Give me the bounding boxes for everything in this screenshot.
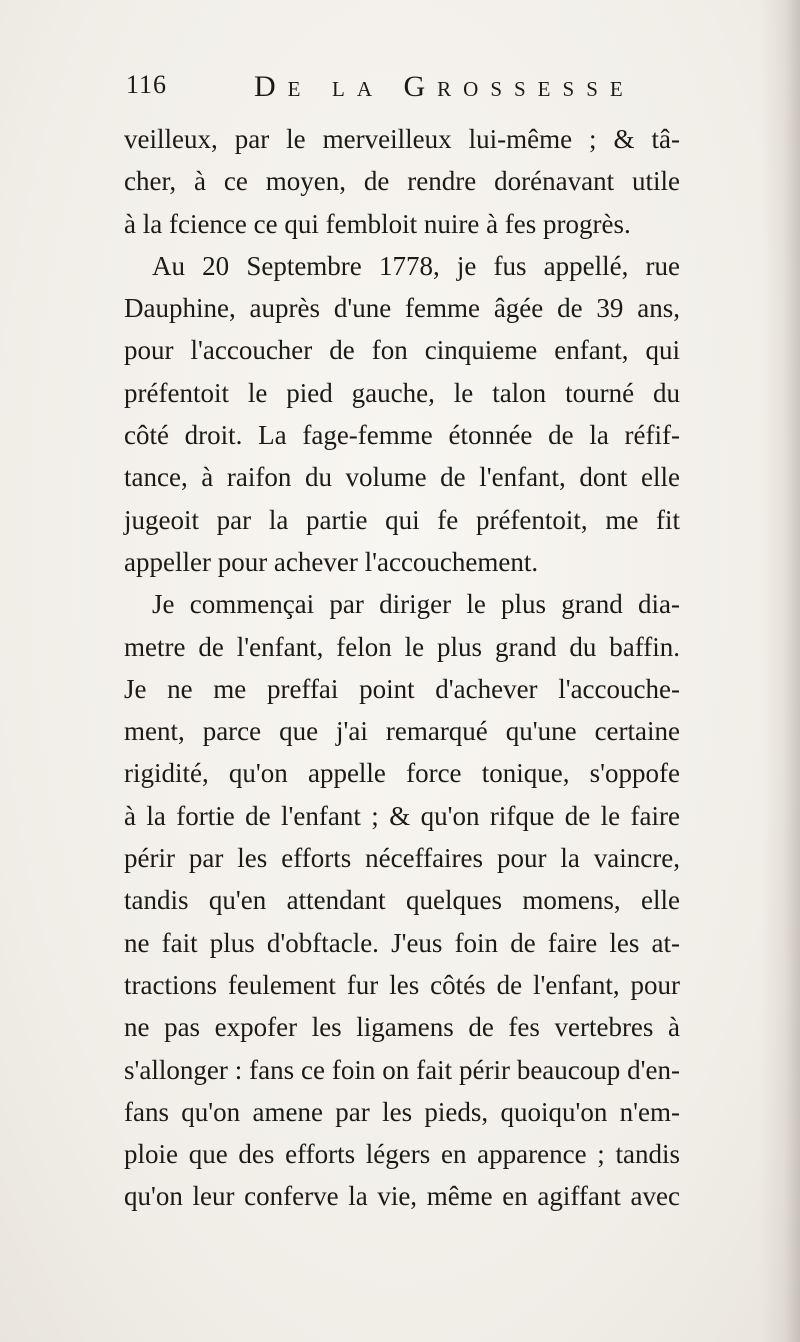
text-line: ne fait plus d'obftacle. J'eus foin de faire les at-: [124, 927, 680, 958]
text-line: à la fcience ce qui fembloit nuire à fes progrès.: [124, 208, 631, 239]
text-line: appeller pour achever l'accouchement.: [124, 546, 539, 577]
text-line: périr par les efforts néceffaires pour la vaincre,: [124, 843, 680, 874]
text-line: veilleux, par le merveilleux lui-même ; & tâ-: [124, 124, 680, 154]
text-line: qu'on leur conferve la vie, même en agiffant avec: [124, 1181, 680, 1212]
text-line: rigidité, qu'on appelle force tonique, s'oppofe: [124, 758, 680, 789]
page-header: [126, 70, 666, 110]
text-line: s'allonger : fans ce foin on fait périr beaucoup d'en-: [124, 1054, 680, 1085]
text-line: à la fortie de l'enfant ; & qu'on rifque de le faire: [124, 800, 680, 831]
text-line: ment, parce que j'ai remarqué qu'une certaine: [124, 716, 680, 747]
text-line: ploie que des efforts légers en apparence ; tandis: [124, 1139, 680, 1170]
body-text: [124, 118, 680, 1218]
page-edge-shadow: [760, 0, 800, 1342]
text-line: préfentoit le pied gauche, le talon tourné du: [124, 377, 680, 408]
text-line: tandis qu'en attendant quelques momens, elle: [124, 885, 680, 916]
text-line: jugeoit par la partie qui fe préfentoit, me fit: [124, 504, 680, 535]
text-line: Dauphine, auprès d'une femme âgée de 39 ans,: [124, 293, 680, 324]
text-line: pour l'accoucher de fon cinquieme enfant, qui: [124, 335, 680, 366]
text-line: tractions feulement fur les côtés de l'enfant, pour: [124, 969, 680, 1000]
text-line: Au 20 Septembre 1778, je fus appellé, rue: [152, 250, 680, 281]
text-line: ne pas expofer les ligamens de fes vertebres à: [124, 1012, 680, 1043]
text-line: Je ne me preffai point d'achever l'accouche-: [124, 673, 680, 704]
page-number: 116: [126, 70, 168, 99]
text-line: Je commençai par diriger le plus grand dia-: [152, 589, 680, 620]
text-line: côté droit. La fage-femme étonnée de la réfif-: [124, 420, 680, 451]
text-line: cher, à ce moyen, de rendre dorénavant utile: [124, 166, 680, 197]
text-line: metre de l'enfant, felon le plus grand du baffin.: [124, 631, 680, 662]
text-line: fans qu'on amene par les pieds, quoiqu'on n'em-: [124, 1096, 680, 1127]
running-title: De la Grossesse: [254, 70, 635, 103]
text-line: tance, à raifon du volume de l'enfant, dont elle: [124, 462, 680, 493]
